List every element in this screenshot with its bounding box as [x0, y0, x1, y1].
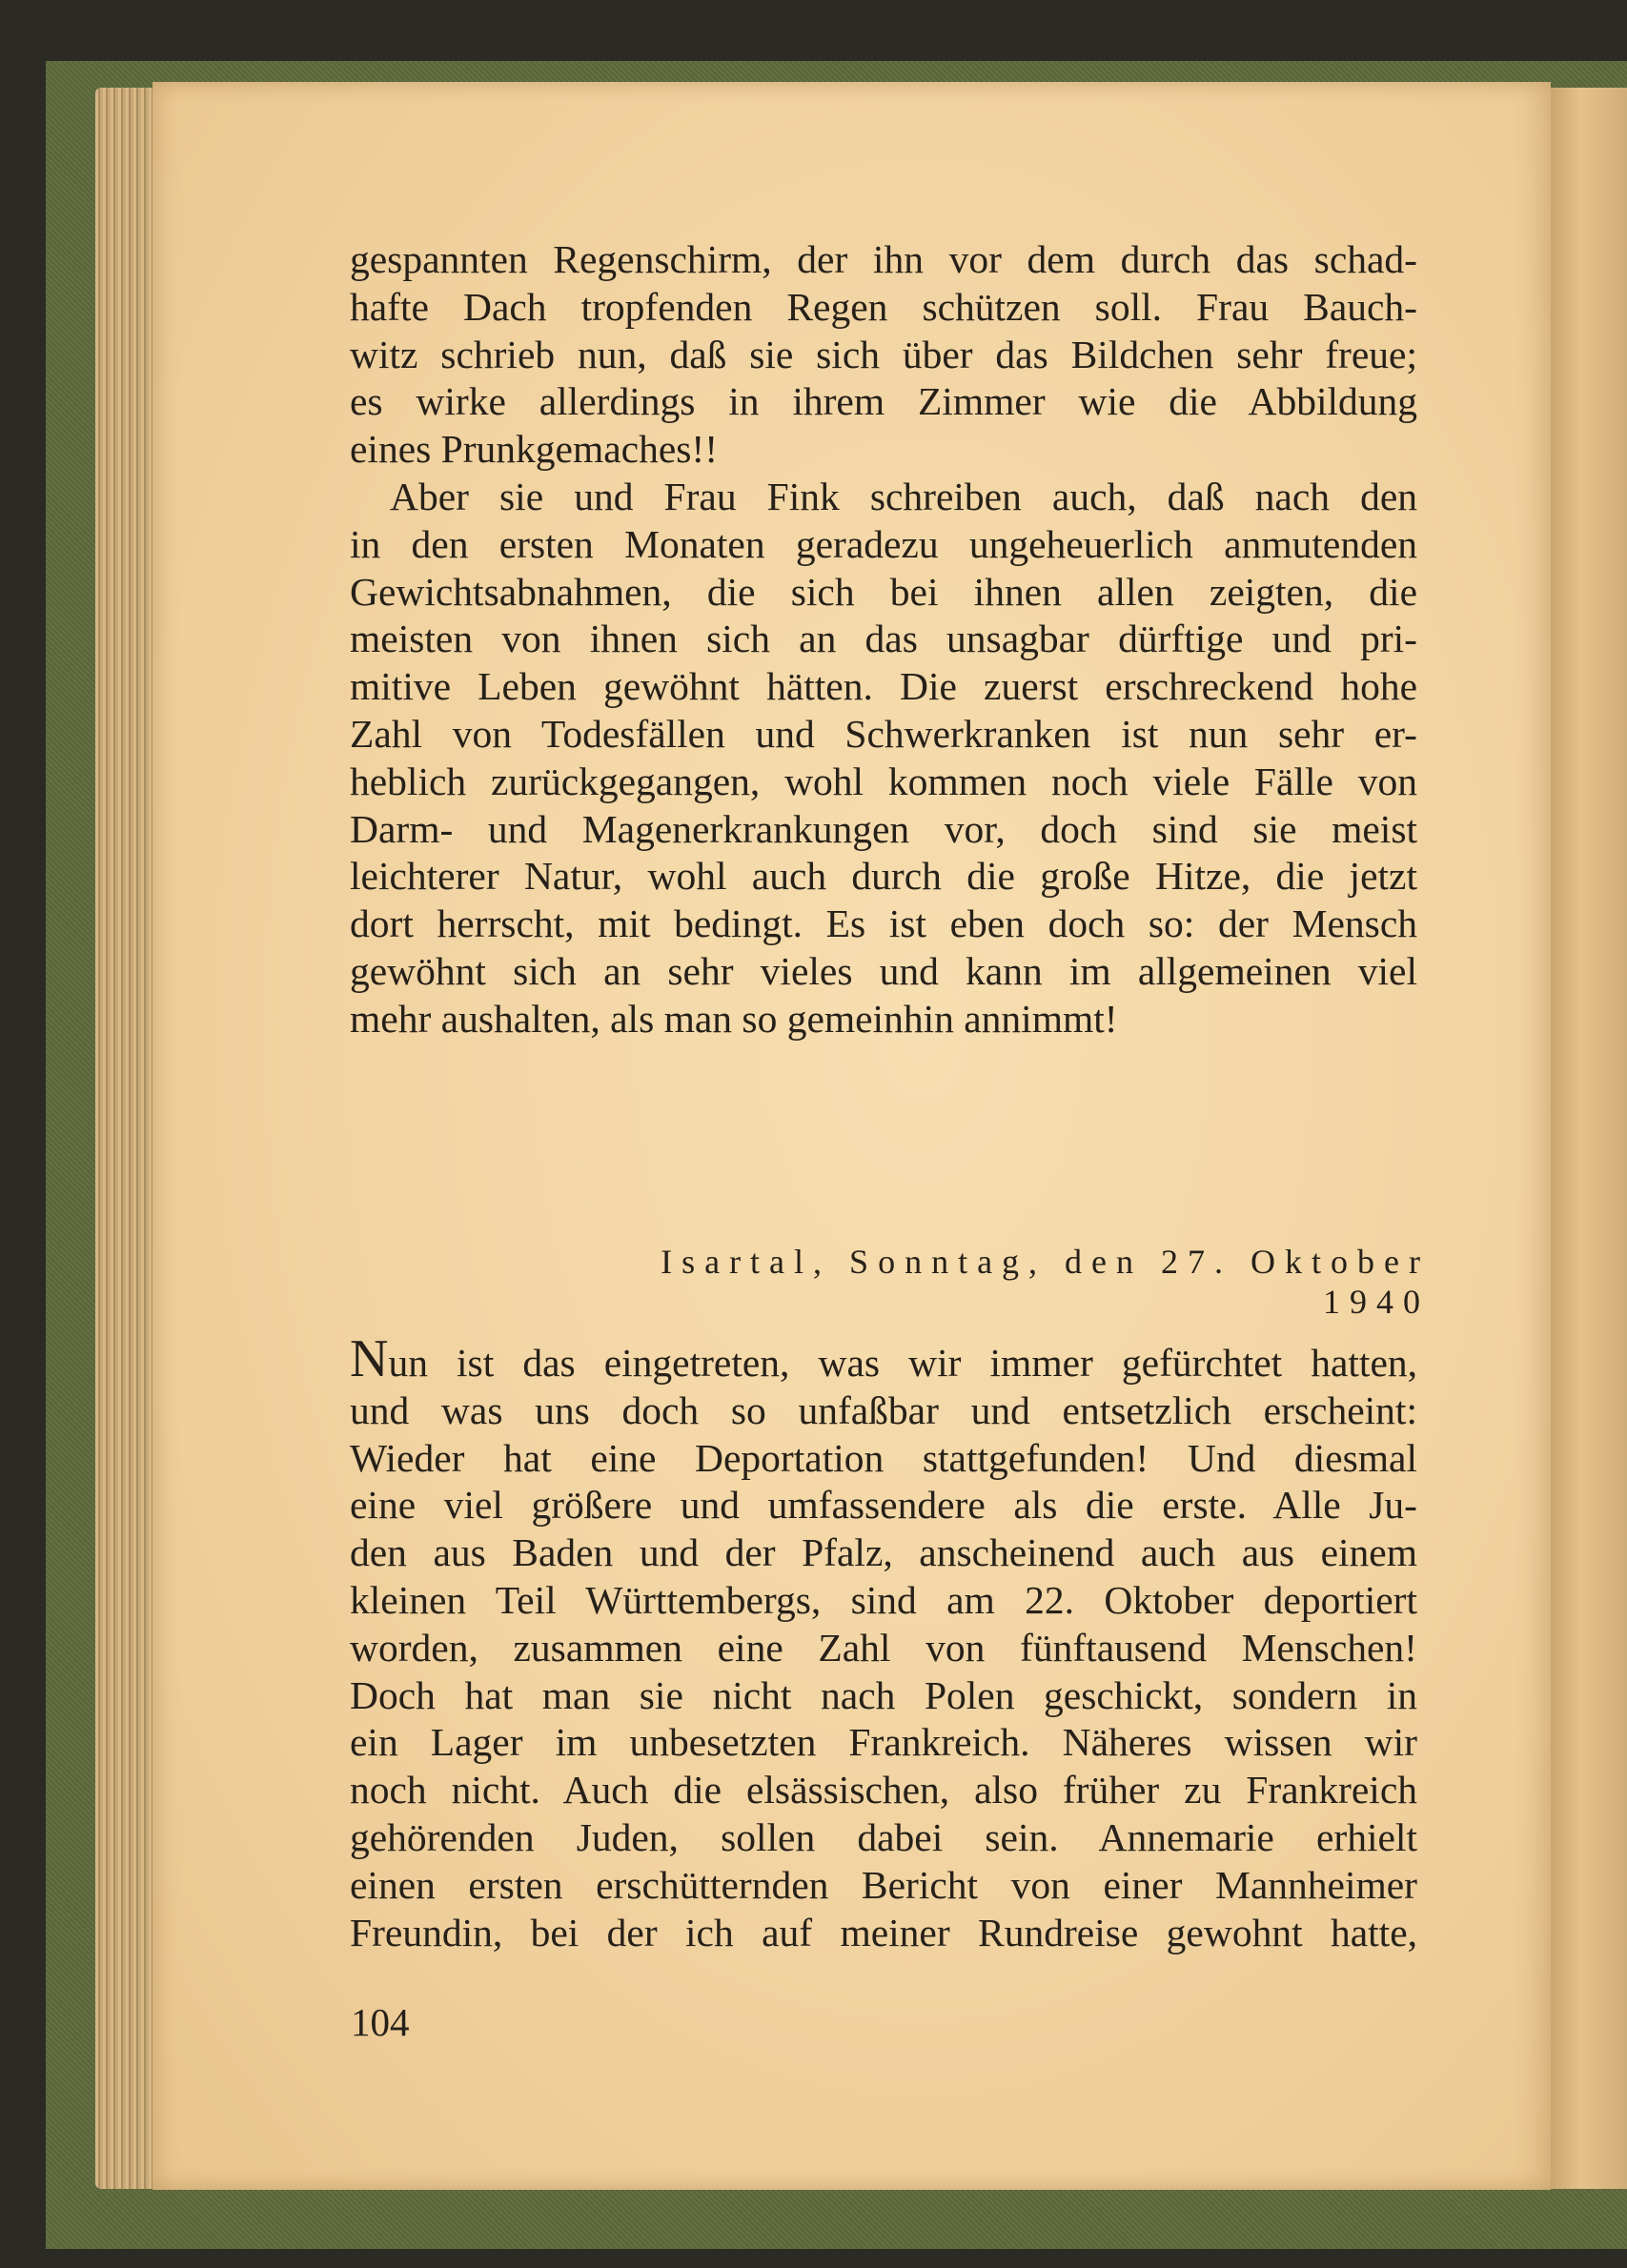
text-line: meisten von ihnen sich an das unsagbar dürftige und pri-	[350, 617, 1417, 661]
text-line: es wirke allerdings in ihrem Zimmer wie die Abbildung	[350, 379, 1417, 424]
text-line: hafte Dach tropfenden Regen schützen soll. Frau Bauch-	[350, 284, 1417, 329]
page-edges	[95, 88, 158, 2189]
paragraph-1	[350, 236, 1417, 474]
text-line: in den ersten Monaten geradezu ungeheuerlich anmutenden	[350, 521, 1417, 566]
paragraph-2	[350, 474, 1417, 1043]
text-line: witz schrieb nun, daß sie sich über das Bildchen sehr freue;	[350, 332, 1417, 376]
text-line: worden, zusammen eine Zahl von fünftausend Menschen!	[350, 1625, 1417, 1670]
facing-page-edge	[1551, 88, 1627, 2189]
text-line: Freundin, bei der ich auf meiner Rundreise gewohnt hatte,	[350, 1910, 1417, 1954]
text-line: eines Prunkgemaches!!	[350, 427, 719, 472]
text-line: Darm- und Magenerkrankungen vor, doch sind sie meist	[350, 806, 1417, 851]
text-line: Aber sie und Frau Fink schreiben auch, daß nach den	[390, 474, 1417, 518]
text-line: und was uns doch so unfaßbar und entsetzlich erscheint:	[350, 1387, 1417, 1432]
body-text-top	[350, 236, 1417, 1043]
text-line: gespannten Regenschirm, der ihn vor dem durch das schad-	[350, 237, 1417, 281]
drop-cap: N	[350, 1329, 389, 1388]
text-line: Gewichtsabnahmen, die sich bei ihnen allen zeigten, die	[350, 569, 1417, 614]
text-line: Wieder hat eine Deportation stattgefunden! Und diesmal	[350, 1435, 1417, 1480]
text-line: eine viel größere und umfassendere als die erste. Alle Ju-	[350, 1483, 1417, 1528]
text-line-first	[350, 1329, 1417, 1388]
body-text-bottom	[350, 1329, 1417, 1956]
text-line: heblich zurückgegangen, wohl kommen noch viele Fälle von	[350, 759, 1417, 803]
text-line: Doch hat man sie nicht nach Polen geschickt, sondern in	[350, 1672, 1417, 1717]
text-line: Zahl von Todesfällen und Schwerkranken ist nun sehr er-	[350, 711, 1417, 756]
text-line: gewöhnt sich an sehr vieles und kann im allgemeinen viel	[350, 948, 1417, 993]
text-line: dort herrscht, mit bedingt. Es ist eben doch so: der Mensch	[350, 901, 1417, 946]
text-line: einen ersten erschütternden Bericht von einer Mannheimer	[350, 1862, 1417, 1907]
text-line: gehörenden Juden, sollen dabei sein. Annemarie erhielt	[350, 1814, 1417, 1859]
text-line: leichterer Natur, wohl auch durch die große Hitze, die jetzt	[350, 854, 1417, 899]
text-line: ein Lager im unbesetzten Frankreich. Näheres wissen wir	[350, 1720, 1417, 1765]
page-number: 104	[351, 2000, 410, 2044]
text-line: mitive Leben gewöhnt hätten. Die zuerst erschreckend hohe	[350, 664, 1417, 709]
text-line: mehr aushalten, als man so gemeinhin annimmt!	[350, 996, 1118, 1041]
text-line: un ist das eingetreten, was wir immer gefürchtet hatten,	[388, 1341, 1417, 1385]
text-line: noch nicht. Auch die elsässischen, also früher zu Frankreich	[350, 1768, 1417, 1812]
dateline-heading: Isartal, Sonntag, den 27. Oktober 1940	[661, 1243, 1430, 1321]
text-line: kleinen Teil Württembergs, sind am 22. Oktober deportiert	[350, 1577, 1417, 1622]
text-line: den aus Baden und der Pfalz, anscheinend auch aus einem	[350, 1530, 1417, 1575]
